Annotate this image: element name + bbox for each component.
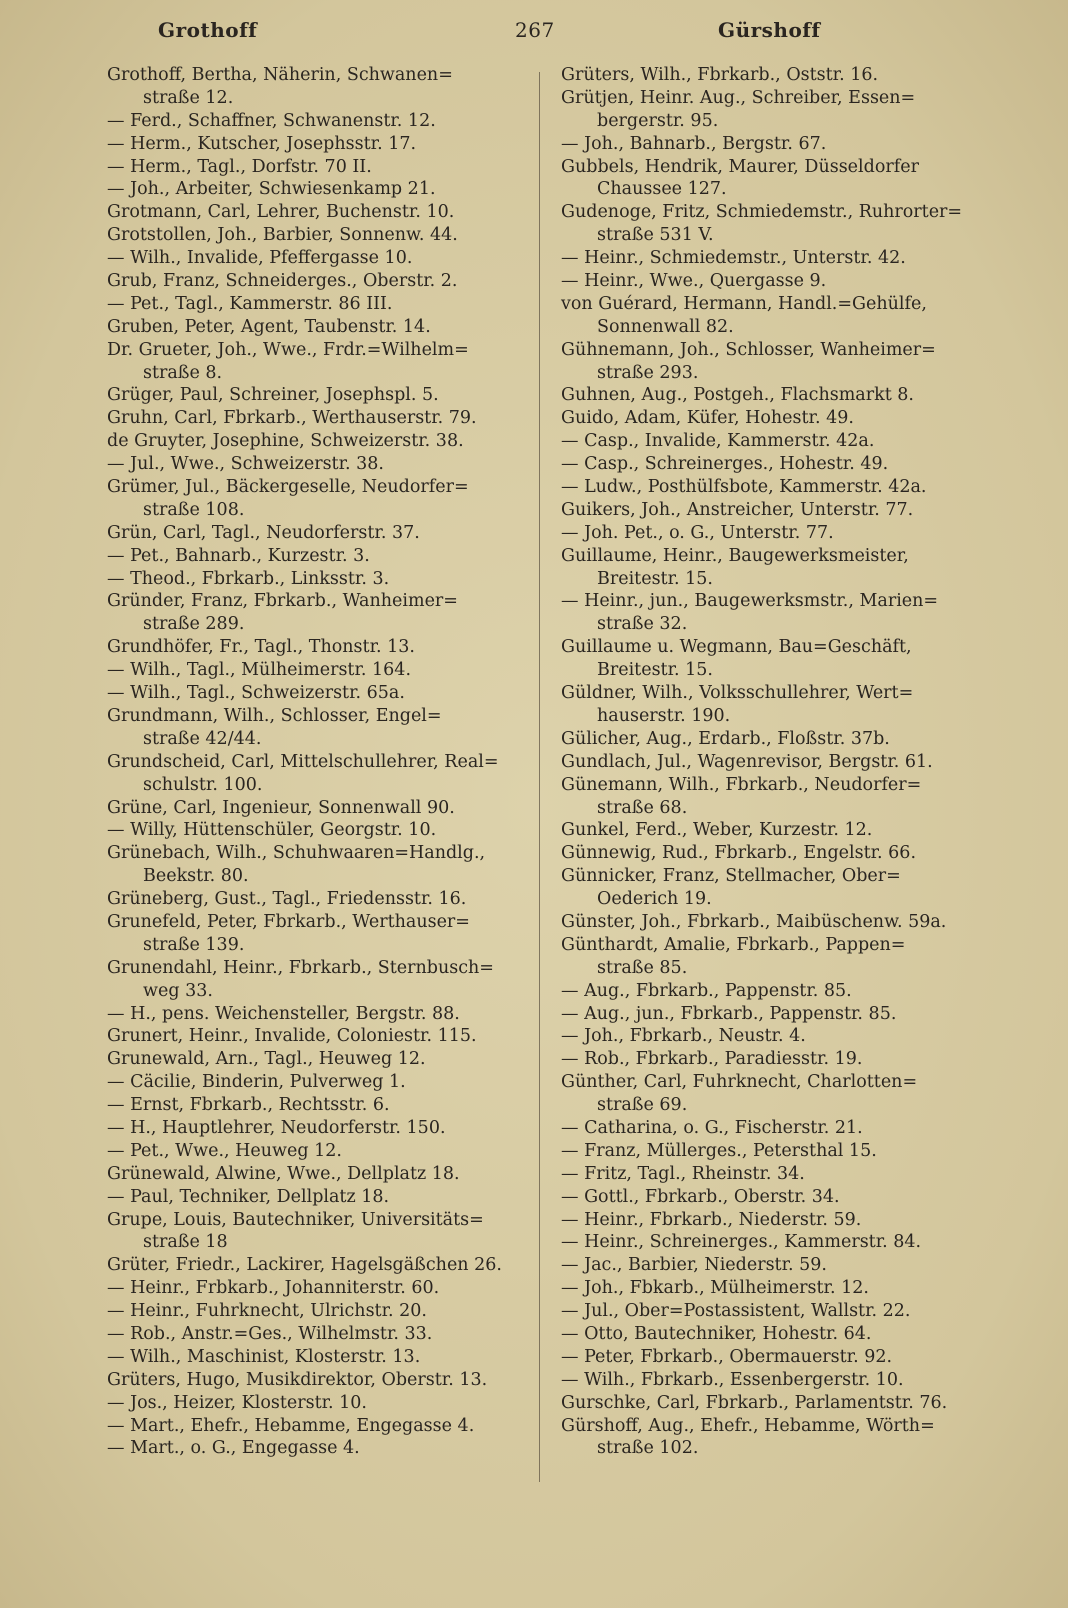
- entry-continuation: Sonnenwall 82.: [597, 316, 734, 337]
- directory-entry: Grünebach, Wilh., Schuhwaaren=Handlg.,: [107, 843, 486, 864]
- directory-entry: — Jul., Wwe., Schweizerstr. 38.: [107, 454, 384, 475]
- entry-continuation: weg 33.: [143, 980, 213, 1001]
- directory-entry: — Franz, Müllerges., Petersthal 15.: [561, 1140, 877, 1161]
- directory-entry: Grundscheid, Carl, Mittelschullehrer, Real=: [107, 751, 499, 772]
- directory-entry: — Pet., Bahnarb., Kurzestr. 3.: [107, 545, 370, 566]
- entry-continuation: straße 139.: [143, 934, 245, 955]
- directory-entry: Gundlach, Jul., Wagenrevisor, Bergstr. 61.: [561, 751, 933, 772]
- directory-entry: — Joh., Fbkarb., Mülheimerstr. 12.: [561, 1278, 869, 1299]
- directory-entry: Grupe, Louis, Bautechniker, Universitäts=: [107, 1209, 484, 1230]
- directory-entry: — Pet., Wwe., Heuweg 12.: [107, 1140, 342, 1161]
- directory-entry: von Guérard, Hermann, Handl.=Gehülfe,: [561, 293, 927, 314]
- directory-entry: — Heinr., Fbrkarb., Niederstr. 59.: [561, 1209, 862, 1230]
- directory-entry: Günthardt, Amalie, Fbrkarb., Pappen=: [561, 934, 906, 955]
- directory-entry: Gülicher, Aug., Erdarb., Floßstr. 37b.: [561, 728, 890, 749]
- entry-continuation: Beekstr. 80.: [143, 866, 249, 887]
- entry-continuation: straße 18: [143, 1232, 228, 1253]
- directory-entry: Grünewald, Alwine, Wwe., Dellplatz 18.: [107, 1163, 460, 1184]
- directory-entry: Gruben, Peter, Agent, Taubenstr. 14.: [107, 316, 431, 337]
- directory-entry: Guhnen, Aug., Postgeh., Flachsmarkt 8.: [561, 385, 914, 406]
- directory-entry: Grüter, Friedr., Lackirer, Hagelsgäßchen 26.: [107, 1255, 502, 1276]
- entry-continuation: straße 68.: [597, 797, 688, 818]
- directory-entry: Dr. Grueter, Joh., Wwe., Frdr.=Wilhelm=: [107, 339, 469, 360]
- directory-entry: — Joh. Pet., o. G., Unterstr. 77.: [561, 522, 834, 543]
- directory-entry: Guido, Adam, Küfer, Hohestr. 49.: [561, 408, 854, 429]
- directory-entry: Guillaume u. Wegmann, Bau=Geschäft,: [561, 637, 912, 658]
- directory-entry: Grunefeld, Peter, Fbrkarb., Werthauser=: [107, 911, 470, 932]
- directory-entry: — Jac., Barbier, Niederstr. 59.: [561, 1255, 827, 1276]
- entry-continuation: Breitestr. 15.: [597, 660, 713, 681]
- directory-entry: Grüters, Wilh., Fbrkarb., Oststr. 16.: [561, 65, 879, 85]
- directory-entry: — Ferd., Schaffner, Schwanenstr. 12.: [107, 110, 436, 131]
- directory-entry: Gunkel, Ferd., Weber, Kurzestr. 12.: [561, 820, 873, 841]
- directory-entry: — Joh., Fbrkarb., Neustr. 4.: [561, 1026, 806, 1047]
- directory-entry: — Paul, Techniker, Dellplatz 18.: [107, 1186, 390, 1207]
- directory-entry: — Casp., Invalide, Kammerstr. 42a.: [561, 431, 875, 452]
- directory-entry: Gudenoge, Fritz, Schmiedemstr., Ruhrorter=: [561, 202, 963, 223]
- directory-entry: Günster, Joh., Fbrkarb., Maibüschenw. 59a.: [561, 911, 947, 932]
- directory-entry: — Jul., Ober=Postassistent, Wallstr. 22.: [561, 1301, 911, 1322]
- directory-entry: — Herm., Tagl., Dorfstr. 70 II.: [107, 156, 372, 177]
- entry-continuation: hauserstr. 190.: [597, 705, 731, 726]
- directory-entry: Grümer, Jul., Bäckergeselle, Neudorfer=: [107, 477, 469, 498]
- directory-entry: Grothoff, Bertha, Näherin, Schwanen=: [107, 65, 453, 85]
- directory-entry: Grotstollen, Joh., Barbier, Sonnenw. 44.: [107, 225, 458, 246]
- directory-entry: Günnicker, Franz, Stellmacher, Ober=: [561, 866, 901, 887]
- directory-entry: Grün, Carl, Tagl., Neudorferstr. 37.: [107, 522, 420, 543]
- directory-entry: — Joh., Arbeiter, Schwiesenkamp 21.: [107, 179, 436, 200]
- directory-entry: — Heinr., Frbkarb., Johanniterstr. 60.: [107, 1278, 440, 1299]
- directory-entry: Günemann, Wilh., Fbrkarb., Neudorfer=: [561, 774, 922, 795]
- directory-entry: Grüneberg, Gust., Tagl., Friedensstr. 16.: [107, 889, 467, 910]
- directory-entry: — Wilh., Invalide, Pfeffergasse 10.: [107, 248, 413, 269]
- directory-entry: — Jos., Heizer, Klosterstr. 10.: [107, 1392, 367, 1413]
- directory-entry: — Aug., jun., Fbrkarb., Pappenstr. 85.: [561, 1003, 897, 1024]
- directory-entry: — Mart., Ehefr., Hebamme, Engegasse 4.: [107, 1415, 475, 1436]
- directory-entry: — Ernst, Fbrkarb., Rechtsstr. 6.: [107, 1095, 390, 1116]
- directory-entry: Gruhn, Carl, Fbrkarb., Werthauserstr. 79.: [107, 408, 477, 429]
- directory-entry: Grunendahl, Heinr., Fbrkarb., Sternbusch=: [107, 957, 494, 978]
- entry-continuation: Chaussee 127.: [597, 179, 727, 200]
- directory-entry: — Otto, Bautechniker, Hohestr. 64.: [561, 1323, 872, 1344]
- directory-entry: — Cäcilie, Binderin, Pulverweg 1.: [107, 1072, 406, 1093]
- column-divider: [539, 72, 540, 1482]
- directory-entry: — Rob., Fbrkarb., Paradiesstr. 19.: [561, 1049, 863, 1070]
- directory-entry: — Wilh., Fbrkarb., Essenbergerstr. 10.: [561, 1369, 904, 1390]
- directory-entry: — Wilh., Tagl., Schweizerstr. 65a.: [107, 683, 405, 704]
- directory-entry: — Aug., Fbrkarb., Pappenstr. 85.: [561, 980, 852, 1001]
- directory-entry: — H., Hauptlehrer, Neudorferstr. 150.: [107, 1117, 446, 1138]
- directory-entry: Grüters, Hugo, Musikdirektor, Oberstr. 13.: [107, 1369, 488, 1390]
- directory-entry: — Heinr., Schmiedemstr., Unterstr. 42.: [561, 248, 906, 269]
- directory-entry: — Fritz, Tagl., Rheinstr. 34.: [561, 1163, 805, 1184]
- page-number: 267: [515, 18, 555, 42]
- directory-entry: Gürshoff, Aug., Ehefr., Hebamme, Wörth=: [561, 1415, 935, 1436]
- directory-entry: — H., pens. Weichensteller, Bergstr. 88.: [107, 1003, 460, 1024]
- directory-entry: — Wilh., Maschinist, Klosterstr. 13.: [107, 1346, 421, 1367]
- directory-entry: Grüne, Carl, Ingenieur, Sonnenwall 90.: [107, 797, 455, 818]
- entry-continuation: straße 42/44.: [143, 728, 262, 749]
- directory-entry: Günther, Carl, Fuhrknecht, Charlotten=: [561, 1072, 918, 1093]
- left-column: [107, 64, 525, 1460]
- directory-entry: — Heinr., Schreinerges., Kammerstr. 84.: [561, 1232, 922, 1253]
- directory-entry: — Heinr., Fuhrknecht, Ulrichstr. 20.: [107, 1301, 427, 1322]
- entry-continuation: straße 293.: [597, 362, 699, 383]
- directory-entry: — Joh., Bahnarb., Bergstr. 67.: [561, 133, 827, 154]
- entry-continuation: straße 289.: [143, 614, 245, 635]
- directory-entry: de Gruyter, Josephine, Schweizerstr. 38.: [107, 431, 464, 452]
- directory-entry: Grütjen, Heinr. Aug., Schreiber, Essen=: [561, 87, 916, 108]
- running-head-left: Grothoff: [158, 18, 258, 42]
- directory-entry: — Casp., Schreinerges., Hohestr. 49.: [561, 454, 889, 475]
- entry-continuation: straße 69.: [597, 1095, 688, 1116]
- directory-entry: — Wilh., Tagl., Mülheimerstr. 164.: [107, 660, 412, 681]
- directory-entry: — Rob., Anstr.=Ges., Wilhelmstr. 33.: [107, 1323, 433, 1344]
- directory-entry: — Mart., o. G., Engegasse 4.: [107, 1438, 360, 1459]
- directory-entry: Güldner, Wilh., Volksschullehrer, Wert=: [561, 683, 914, 704]
- directory-entry: — Heinr., Wwe., Quergasse 9.: [561, 271, 827, 292]
- directory-entry: Günnewig, Rud., Fbrkarb., Engelstr. 66.: [561, 843, 917, 864]
- entry-continuation: straße 8.: [143, 362, 223, 383]
- entry-continuation: straße 102.: [597, 1438, 699, 1459]
- directory-entry: Guikers, Joh., Anstreicher, Unterstr. 77.: [561, 499, 914, 520]
- directory-entry: Grunert, Heinr., Invalide, Coloniestr. 115.: [107, 1026, 477, 1047]
- entry-continuation: straße 32.: [597, 614, 688, 635]
- running-head-right: Gürshoff: [718, 18, 821, 42]
- directory-entry: Grundmann, Wilh., Schlosser, Engel=: [107, 705, 442, 726]
- directory-entry: — Peter, Fbrkarb., Obermauerstr. 92.: [561, 1346, 893, 1367]
- entry-continuation: schulstr. 100.: [143, 774, 263, 795]
- directory-entry: — Pet., Tagl., Kammerstr. 86 III.: [107, 293, 393, 314]
- directory-entry: Gründer, Franz, Fbrkarb., Wanheimer=: [107, 591, 458, 612]
- entry-continuation: bergerstr. 95.: [597, 110, 719, 131]
- directory-entry: Gühnemann, Joh., Schlosser, Wanheimer=: [561, 339, 936, 360]
- directory-entry: Grüger, Paul, Schreiner, Josephspl. 5.: [107, 385, 439, 406]
- directory-entry: — Willy, Hüttenschüler, Georgstr. 10.: [107, 820, 437, 841]
- directory-entry: — Theod., Fbrkarb., Linksstr. 3.: [107, 568, 390, 589]
- entry-continuation: straße 85.: [597, 957, 688, 978]
- entry-continuation: Oederich 19.: [597, 889, 712, 910]
- directory-entry: — Ludw., Posthülfsbote, Kammerstr. 42a.: [561, 477, 927, 498]
- directory-entry: Grunewald, Arn., Tagl., Heuweg 12.: [107, 1049, 426, 1070]
- directory-entry: — Gottl., Fbrkarb., Oberstr. 34.: [561, 1186, 840, 1207]
- directory-entry: Grub, Franz, Schneiderges., Oberstr. 2.: [107, 271, 458, 292]
- right-column: [561, 64, 1001, 1460]
- entry-continuation: Breitestr. 15.: [597, 568, 713, 589]
- directory-entry: — Heinr., jun., Baugewerksmstr., Marien=: [561, 591, 939, 612]
- directory-entry: Gurschke, Carl, Fbrkarb., Parlamentstr. 76.: [561, 1392, 948, 1413]
- directory-entry: Gubbels, Hendrik, Maurer, Düsseldorfer: [561, 156, 919, 177]
- directory-entry: Grotmann, Carl, Lehrer, Buchenstr. 10.: [107, 202, 455, 223]
- directory-entry: Grundhöfer, Fr., Tagl., Thonstr. 13.: [107, 637, 415, 658]
- directory-entry: — Herm., Kutscher, Josephsstr. 17.: [107, 133, 417, 154]
- entry-continuation: straße 108.: [143, 499, 245, 520]
- directory-entry: Guillaume, Heinr., Baugewerksmeister,: [561, 545, 909, 566]
- entry-continuation: straße 531 V.: [597, 225, 714, 246]
- directory-entry: — Catharina, o. G., Fischerstr. 21.: [561, 1117, 863, 1138]
- entry-continuation: straße 12.: [143, 87, 234, 108]
